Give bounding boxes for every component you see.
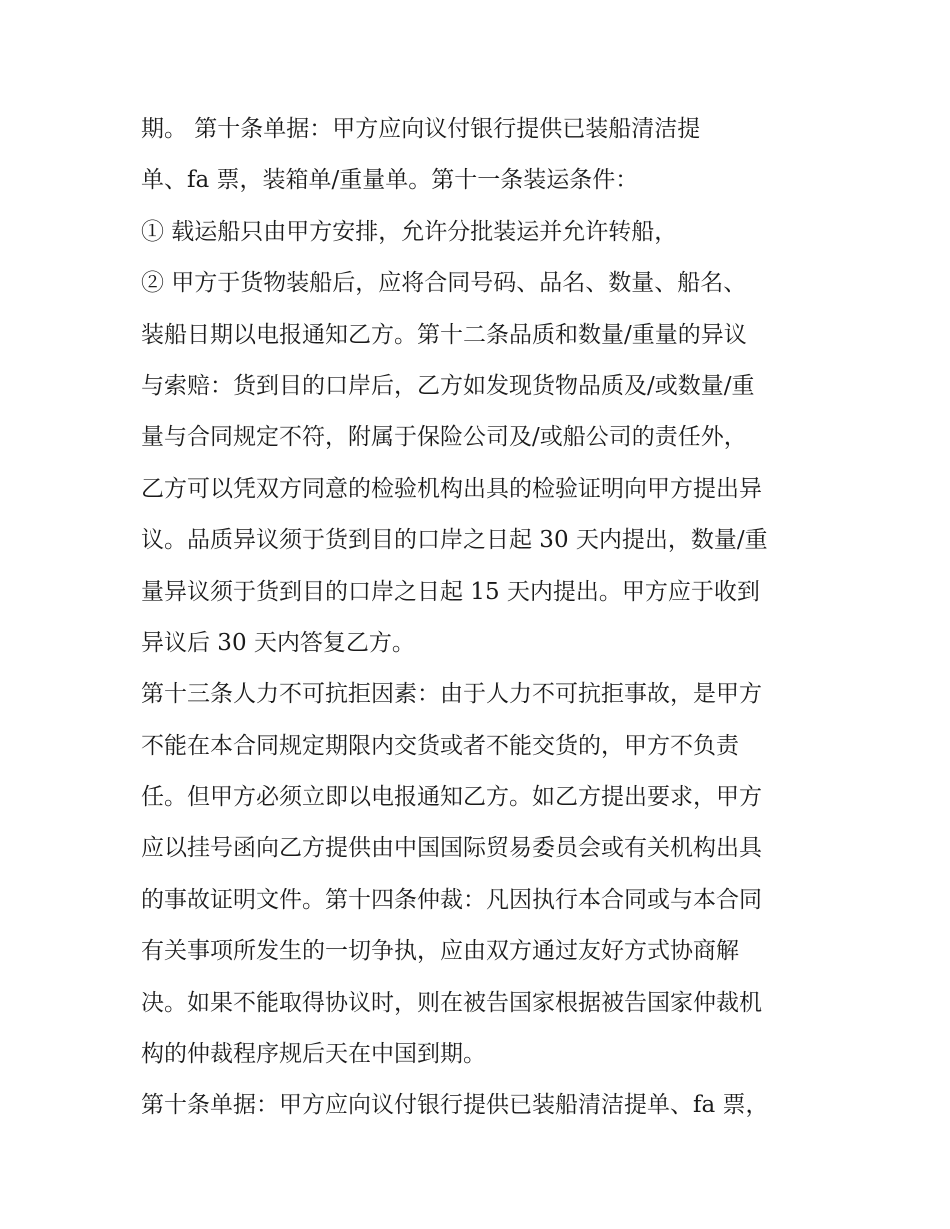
text-line: 单、fa 票，装箱单/重量单。第十一条装运条件： [141, 167, 639, 194]
text-line: ② 甲方于货物装船后，应将合同号码、品名、数量、船名、 [141, 270, 747, 297]
text-line: 决。如果不能取得协议时，则在被告国家根据被告国家仲裁机 [141, 989, 762, 1016]
text-line: ① 载运船只由甲方安排，允许分批装运并允许转船， [141, 218, 678, 245]
document-body [141, 104, 821, 1132]
text-line: 量异议须于货到目的口岸之日起 15 天内提出。甲方应于收到 [141, 578, 760, 605]
text-line: 异议后 30 天内答复乙方。 [141, 629, 415, 656]
text-line: 构的仲裁程序规后天在中国到期。 [141, 1041, 486, 1068]
text-line: 议。品质异议须于货到目的口岸之日起 30 天内提出，数量/重 [141, 527, 768, 554]
text-line: 期。 第十条单据：甲方应向议付银行提供已装船清洁提 [141, 116, 701, 142]
text-line: 第十三条人力不可抗拒因素：由于人力不可抗拒事故，是甲方 [141, 681, 762, 708]
text-line: 第十条单据：甲方应向议付银行提供已装船清洁提单、fa 票， [141, 1092, 769, 1119]
text-line: 应以挂号函向乙方提供由中国国际贸易委员会或有关机构出具 [141, 835, 762, 862]
text-line: 的事故证明文件。第十四条仲裁：凡因执行本合同或与本合同 [141, 886, 762, 913]
text-line: 量与合同规定不符，附属于保险公司及/或船公司的责任外， [141, 424, 747, 451]
text-line: 有关事项所发生的一切争执，应由双方通过友好方式协商解 [141, 938, 739, 965]
text-line: 乙方可以凭双方同意的检验机构出具的检验证明向甲方提出异 [141, 475, 762, 502]
text-line: 不能在本合同规定期限内交货或者不能交货的，甲方不负责 [141, 732, 739, 759]
text-line: 任。但甲方必须立即以电报通知乙方。如乙方提出要求，甲方 [141, 784, 762, 811]
text-line: 与索赔：货到目的口岸后，乙方如发现货物品质及/或数量/重 [141, 372, 755, 399]
text-line: 装船日期以电报通知乙方。第十二条品质和数量/重量的异议 [141, 321, 747, 348]
